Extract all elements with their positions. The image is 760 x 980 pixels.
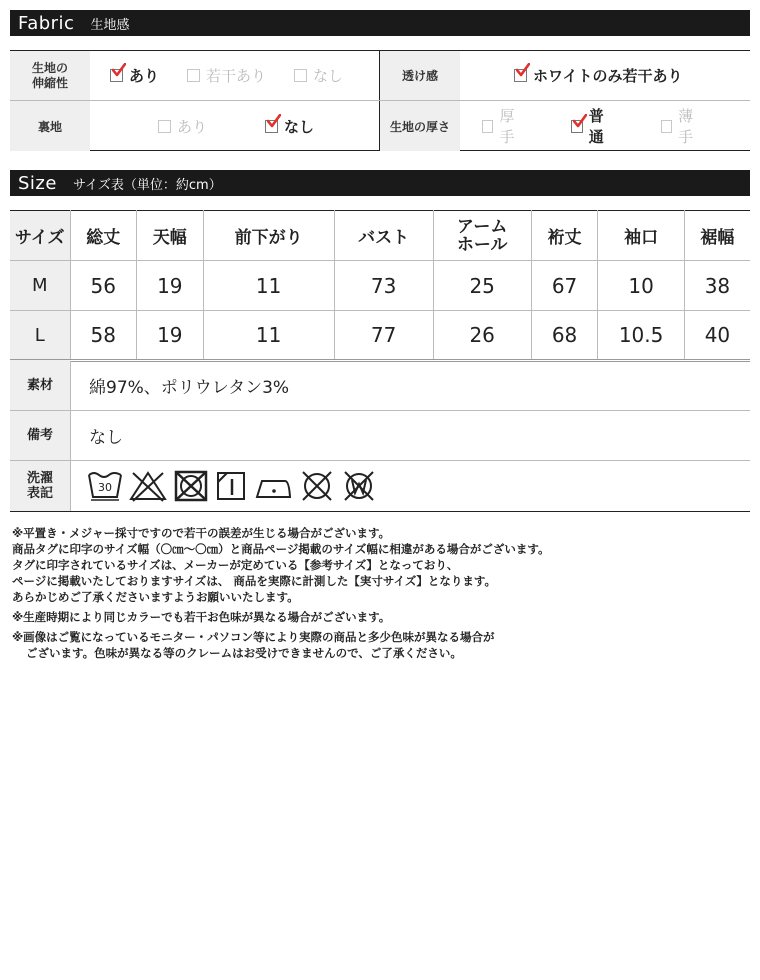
size-name-cell: M xyxy=(10,261,70,311)
size-value-cell: 73 xyxy=(334,261,433,311)
size-header-cell: アーム ホール xyxy=(433,211,531,261)
table-row xyxy=(10,311,750,361)
remarks-value: なし xyxy=(70,411,750,460)
fabric-table xyxy=(10,50,750,151)
size-header-row xyxy=(10,211,750,261)
checkbox-label: あり xyxy=(177,117,208,136)
checkbox-option[interactable] xyxy=(158,116,207,137)
size-value-cell: 38 xyxy=(684,261,750,311)
checkbox-label: なし xyxy=(313,67,344,85)
thickness-label: 生地の厚さ xyxy=(380,101,460,151)
size-value-cell: 19 xyxy=(137,261,204,311)
checkbox-option[interactable] xyxy=(571,105,614,147)
no-tumble-dry-icon xyxy=(173,469,209,503)
size-name-cell: L xyxy=(10,311,70,361)
size-value-cell: 25 xyxy=(433,261,531,311)
size-header-cell: 裄丈 xyxy=(531,211,598,261)
checked-box-icon[interactable] xyxy=(571,120,582,133)
checkbox-label: 普通 xyxy=(588,107,604,146)
sheer-label: 透け感 xyxy=(380,51,460,100)
size-value-cell: 67 xyxy=(531,261,598,311)
note-line: ページに掲載いたしておりますサイズは、 商品を実際に計測した【実寸サイズ】となります。 xyxy=(12,574,497,588)
fabric-section-header xyxy=(10,10,750,36)
checkbox-option[interactable] xyxy=(661,105,704,147)
thickness-options xyxy=(460,101,750,151)
material-label: 素材 xyxy=(10,361,70,410)
checkbox-option[interactable] xyxy=(294,65,343,86)
table-row xyxy=(10,261,750,311)
no-bleach-icon xyxy=(129,469,167,503)
size-header-cell: 裾幅 xyxy=(684,211,750,261)
size-value-cell: 10.5 xyxy=(598,311,685,361)
size-section-header xyxy=(10,170,750,196)
size-value-cell: 10 xyxy=(598,261,685,311)
note-line: ※生産時期により同じカラーでも若干お色味が異なる場合がございます。 xyxy=(12,610,391,624)
size-value-cell: 11 xyxy=(203,261,334,311)
note-line: ございます。色味が異なる等のクレームはお受けできませんので、ご了承ください。 xyxy=(26,646,462,660)
checkbox-label: なし xyxy=(284,117,315,136)
checkbox-option[interactable] xyxy=(110,65,159,86)
size-header-cell: 総丈 xyxy=(70,211,137,261)
checkbox-option[interactable] xyxy=(265,116,314,137)
info-table xyxy=(10,361,750,512)
care-icons xyxy=(70,461,750,511)
size-header-cell: 前下がり xyxy=(203,211,334,261)
size-value-cell: 77 xyxy=(334,311,433,361)
checkbox-label: 厚手 xyxy=(499,107,515,146)
size-value-cell: 56 xyxy=(70,261,137,311)
checkbox-label: ホワイトのみ若干あり xyxy=(533,67,683,85)
checkbox-label: あり xyxy=(129,67,160,85)
size-header-cell: バスト xyxy=(334,211,433,261)
unchecked-box-icon[interactable] xyxy=(187,69,200,82)
drip-dry-shade-icon xyxy=(215,469,247,503)
size-value-cell: 11 xyxy=(203,311,334,361)
checkbox-option[interactable] xyxy=(187,65,266,86)
material-value: 綿97%、ポリウレタン3% xyxy=(70,361,750,410)
checked-box-icon[interactable] xyxy=(110,69,123,82)
checkbox-label: 若干あり xyxy=(206,67,267,85)
size-value-cell: 58 xyxy=(70,311,137,361)
size-title-en: Size xyxy=(18,172,57,194)
size-value-cell: 19 xyxy=(137,311,204,361)
note-line: ※画像はご覧になっているモニター・パソコン等により実際の商品と多少色味が異なる場合が xyxy=(12,630,495,644)
size-header-cell: 袖口 xyxy=(598,211,685,261)
size-value-cell: 40 xyxy=(684,311,750,361)
size-value-cell: 68 xyxy=(531,311,598,361)
unchecked-box-icon[interactable] xyxy=(661,120,672,133)
iron-low-icon xyxy=(253,469,293,503)
size-title-ja: サイズ表（単位：約cm） xyxy=(72,177,222,193)
lining-label: 裏地 xyxy=(10,101,90,151)
remarks-row xyxy=(10,411,750,461)
size-value-cell: 26 xyxy=(433,311,531,361)
fabric-title-en: Fabric xyxy=(18,12,75,34)
lining-options xyxy=(90,101,380,151)
fabric-title-ja: 生地感 xyxy=(90,17,130,33)
fabric-row-2 xyxy=(10,101,750,151)
size-table xyxy=(10,210,750,362)
note-line: ※平置き・メジャー採寸ですので若干の誤差が生じる場合がございます。 xyxy=(12,526,391,540)
wash-30-icon xyxy=(87,469,123,503)
unchecked-box-icon[interactable] xyxy=(294,69,307,82)
wash-temp-text: 30 xyxy=(98,481,112,494)
size-header-cell: サイズ xyxy=(10,211,70,261)
size-header-cell: 天幅 xyxy=(137,211,204,261)
note-line: 商品タグに印字のサイズ幅（〇㎝〜〇㎝）と商品ページ掲載のサイズ幅に相違がある場合がございます。 xyxy=(12,542,550,556)
checked-box-icon[interactable] xyxy=(514,69,527,82)
stretch-label: 生地の 伸縮性 xyxy=(10,51,90,100)
unchecked-box-icon[interactable] xyxy=(482,120,493,133)
no-dry-clean-icon xyxy=(299,469,335,503)
remarks-label: 備考 xyxy=(10,411,70,460)
care-label: 洗濯 表記 xyxy=(10,461,70,511)
material-row xyxy=(10,361,750,411)
note-line: タグに印字されているサイズは、メーカーが定めている【参考サイズ】となっており、 xyxy=(12,558,459,572)
checkbox-option[interactable] xyxy=(482,105,525,147)
no-wet-clean-icon xyxy=(341,469,377,503)
sheer-options xyxy=(460,51,750,100)
unchecked-box-icon[interactable] xyxy=(158,120,171,133)
checkbox-option[interactable] xyxy=(514,65,683,86)
checked-box-icon[interactable] xyxy=(265,120,278,133)
checkbox-label: 薄手 xyxy=(678,107,694,146)
stretch-options xyxy=(90,51,380,100)
notes-block xyxy=(12,525,752,661)
care-row xyxy=(10,461,750,511)
fabric-row-1 xyxy=(10,51,750,101)
note-line: あらかじめご了承くださいますようお願いいたします。 xyxy=(12,590,299,604)
